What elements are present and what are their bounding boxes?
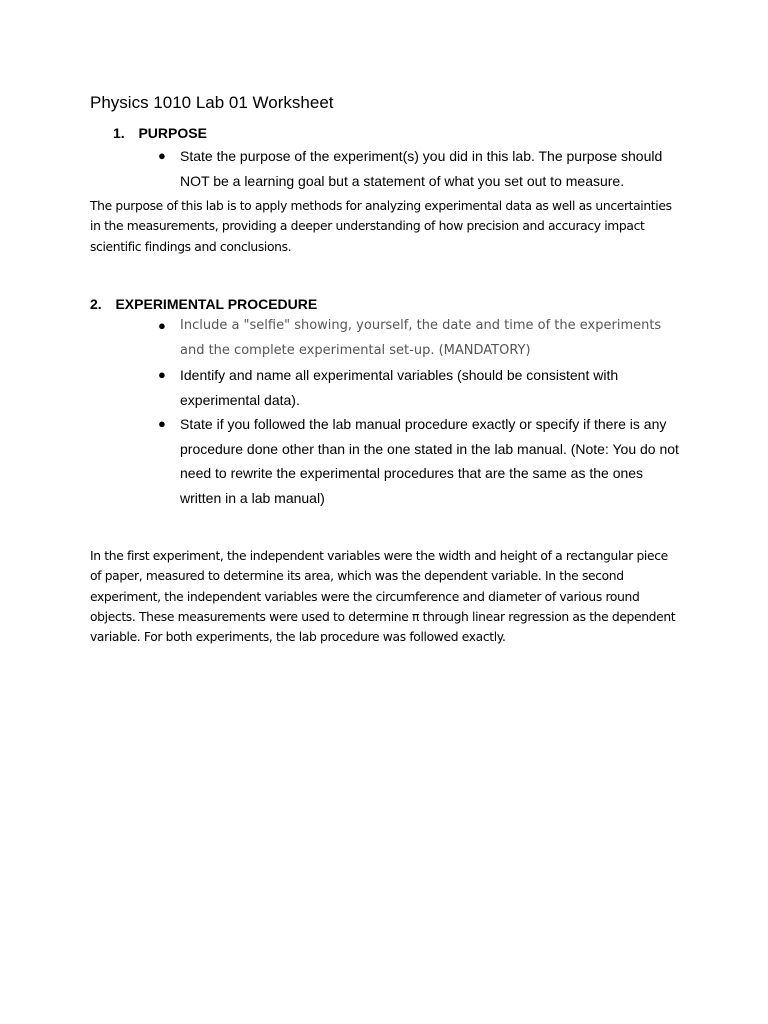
list-item (0, 363, 680, 412)
instruction-text: Identify and name all experimental variables (should be consistent with experimental data). (180, 367, 619, 408)
bullet-icon: ● (158, 416, 166, 431)
section-heading-procedure (90, 295, 317, 313)
section-heading-purpose (113, 124, 207, 142)
bullet-icon: ● (158, 148, 166, 163)
section-title: PURPOSE (138, 125, 207, 141)
page-title: Physics 1010 Lab 01 Worksheet (90, 93, 334, 112)
list-item (0, 144, 680, 193)
section-title: EXPERIMENTAL PROCEDURE (115, 296, 318, 312)
list-item (0, 412, 680, 510)
instruction-text: State if you followed the lab manual procedure exactly or specify if there is any procedure done other than in the one stated in the lab manual. (Note: You do not need to rewrite the experimental procedures that are the same as the ones written in a lab manual) (180, 416, 679, 506)
bullet-icon: ● (158, 318, 166, 333)
instruction-text: State the purpose of the experiment(s) you did in this lab. The purpose should NOT be a learning goal but a statement of what you set out to measure. (180, 148, 663, 189)
procedure-instructions (0, 314, 768, 510)
list-item (0, 314, 675, 363)
section-number: 1. (113, 125, 125, 141)
section-number: 2. (90, 296, 102, 312)
bullet-icon: ● (158, 367, 166, 382)
instruction-text: Include a "selfie" showing, yourself, the date and time of the experiments and the complete experimental set-up. (MANDATORY) (180, 318, 662, 358)
purpose-answer: The purpose of this lab is to apply methods for analyzing experimental data as well as uncertainties in the measurements, providing a deeper understanding of how precision and accuracy impact scientific findings and conclusions. (90, 199, 672, 254)
purpose-instructions (0, 144, 768, 193)
procedure-answer: In the first experiment, the independent variables were the width and height of a rectangular piece of paper, measured to determine its area, which was the dependent variable. In the second experiment, the independent variables were the circumference and diameter of various round objects. These measurements were used to determine π through linear regression as the dependent variable. For both experiments, the lab procedure was followed exactly. (90, 549, 676, 645)
